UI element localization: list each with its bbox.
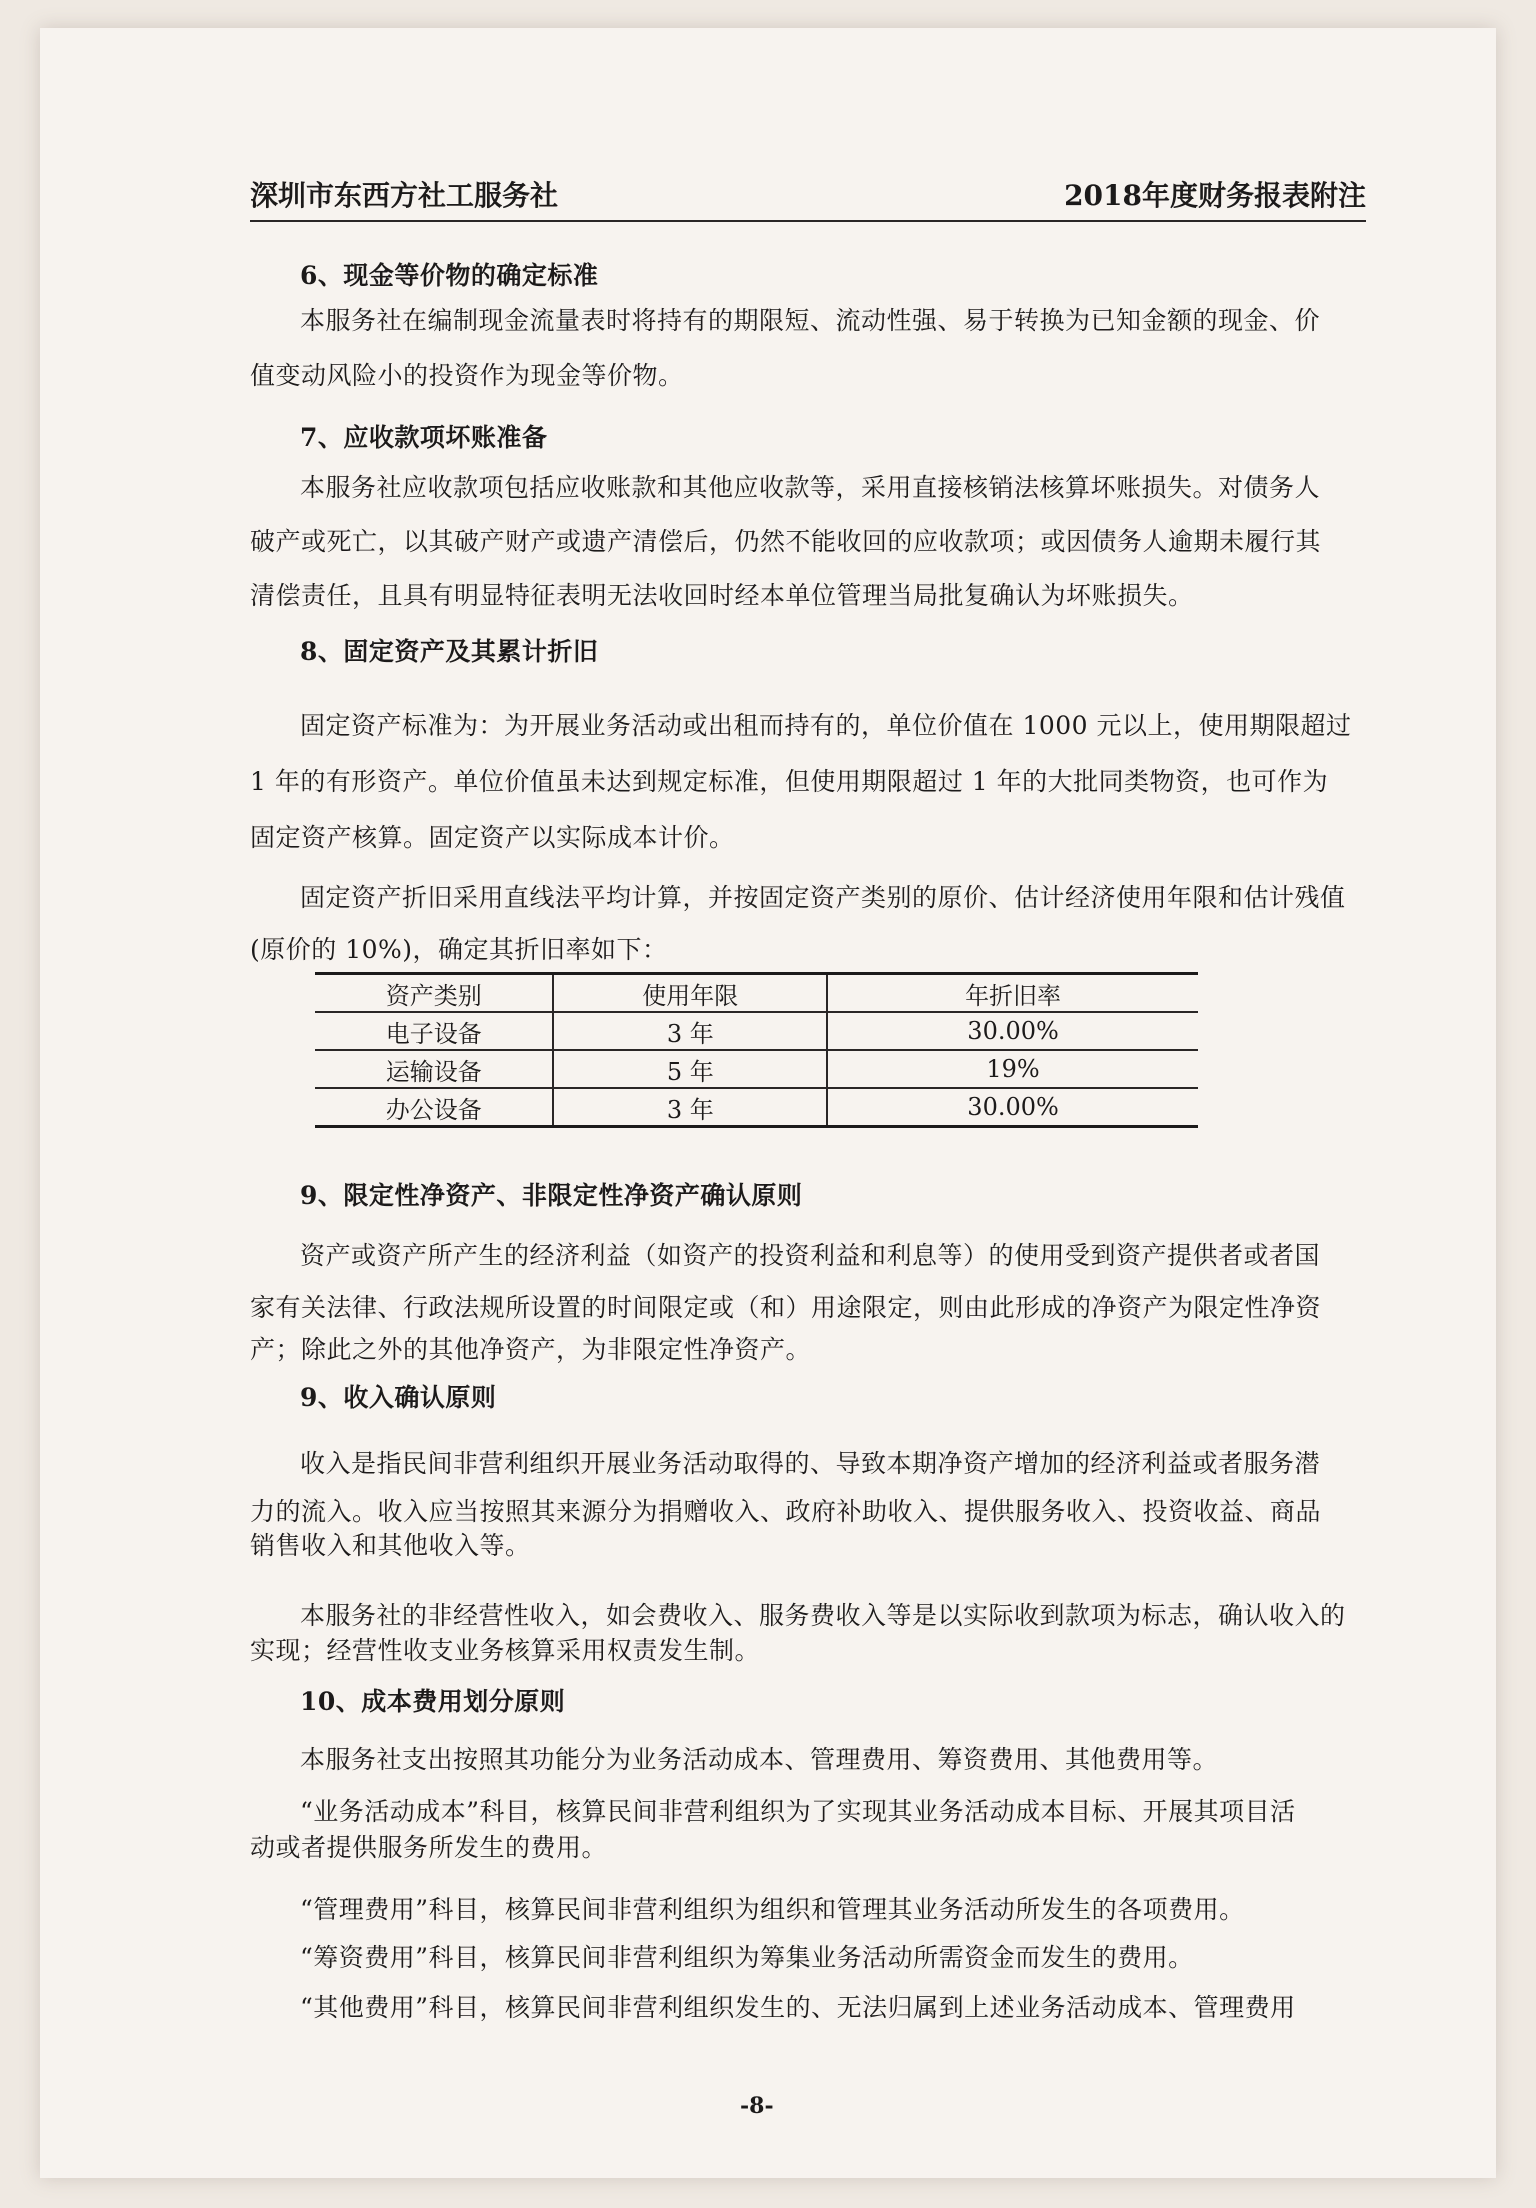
- table-cell: 5 年: [553, 1050, 827, 1088]
- paragraph-line: “业务活动成本”科目，核算民间非营利组织为了实现其业务活动成本目标、开展其项目活: [300, 1797, 1296, 1826]
- section-heading: 9、收入确认原则: [300, 1383, 497, 1412]
- document-title: 2018年度财务报表附注: [1064, 179, 1366, 212]
- paragraph-line: 破产或死亡，以其破产财产或遗产清偿后，仍然不能收回的应收款项；或因债务人逾期未履行其: [250, 527, 1322, 556]
- paragraph-line: 力的流入。收入应当按照其来源分为捐赠收入、政府补助收入、提供服务收入、投资收益、商品: [250, 1497, 1322, 1526]
- table-row: [315, 1012, 1198, 1050]
- table-cell: 19%: [827, 1050, 1198, 1088]
- page-header: [250, 180, 1366, 222]
- section-heading: 10、成本费用划分原则: [300, 1687, 566, 1716]
- section-heading: 6、现金等价物的确定标准: [300, 261, 599, 290]
- paragraph-line: 资产或资产所产生的经济利益（如资产的投资利益和利息等）的使用受到资产提供者或者国: [300, 1241, 1321, 1270]
- paragraph-line: 本服务社在编制现金流量表时将持有的期限短、流动性强、易于转换为已知金额的现金、价: [300, 306, 1321, 335]
- paragraph-line: 本服务社支出按照其功能分为业务活动成本、管理费用、筹资费用、其他费用等。: [300, 1745, 1219, 1774]
- column-header: 使用年限: [553, 974, 827, 1013]
- section-heading: 8、固定资产及其累计折旧: [300, 637, 599, 666]
- paragraph-line: (原价的 10%)，确定其折旧率如下：: [250, 935, 668, 964]
- paragraph-line: 产；除此之外的其他净资产，为非限定性净资产。: [250, 1335, 812, 1364]
- section-heading: 7、应收款项坏账准备: [300, 423, 548, 452]
- table-cell: 办公设备: [315, 1088, 553, 1127]
- paragraph-line: 1 年的有形资产。单位价值虽未达到规定标准，但使用期限超过 1 年的大批同类物资，也可作为: [250, 767, 1329, 796]
- paragraph-line: 收入是指民间非营利组织开展业务活动取得的、导致本期净资产增加的经济利益或者服务潜: [300, 1449, 1321, 1478]
- table-cell: 30.00%: [827, 1012, 1198, 1050]
- table-row: [315, 1088, 1198, 1127]
- table-cell: 30.00%: [967, 1093, 1059, 1121]
- column-header: 年折旧率: [827, 974, 1198, 1013]
- paragraph-line: 家有关法律、行政法规所设置的时间限定或（和）用途限定，则由此形成的净资产为限定性净资: [250, 1293, 1322, 1322]
- paragraph-line: “管理费用”科目，核算民间非营利组织为组织和管理其业务活动所发生的各项费用。: [300, 1895, 1245, 1924]
- table-cell: 运输设备: [315, 1050, 553, 1088]
- table-header-row: [315, 974, 1198, 1013]
- paragraph-line: 固定资产标准为：为开展业务活动或出租而持有的，单位价值在 1000 元以上，使用期限超过: [300, 711, 1352, 740]
- paragraph-line: 本服务社应收款项包括应收账款和其他应收款等，采用直接核销法核算坏账损失。对债务人: [300, 473, 1321, 502]
- paragraph-line: 固定资产折旧采用直线法平均计算，并按固定资产类别的原价、估计经济使用年限和估计残值: [300, 883, 1346, 912]
- table-row: [315, 1050, 1198, 1088]
- paragraph-line: 实现；经营性收支业务核算采用权责发生制。: [250, 1636, 761, 1665]
- paragraph-line: 本服务社的非经营性收入，如会费收入、服务费收入等是以实际收到款项为标志，确认收入的: [300, 1601, 1346, 1630]
- paragraph-line: “其他费用”科目，核算民间非营利组织发生的、无法归属到上述业务活动成本、管理费用: [300, 1993, 1296, 2022]
- paragraph-line: 动或者提供服务所发生的费用。: [250, 1833, 608, 1862]
- depreciation-table: [315, 972, 1198, 1128]
- paragraph-line: 值变动风险小的投资作为现金等价物。: [250, 361, 684, 390]
- paragraph-line: 清偿责任，且具有明显特征表明无法收回时经本单位管理当局批复确认为坏账损失。: [250, 581, 1194, 610]
- paragraph-line: 固定资产核算。固定资产以实际成本计价。: [250, 823, 735, 852]
- table-cell: 3 年: [553, 1012, 827, 1050]
- table-cell: 电子设备: [315, 1012, 553, 1050]
- paragraph-line: “筹资费用”科目，核算民间非营利组织为筹集业务活动所需资金而发生的费用。: [300, 1943, 1194, 1972]
- paragraph-line: 销售收入和其他收入等。: [250, 1531, 531, 1560]
- organization-name: 深圳市东西方社工服务社: [250, 179, 559, 212]
- section-heading: 9、限定性净资产、非限定性净资产确认原则: [300, 1181, 803, 1210]
- column-header: 资产类别: [315, 974, 553, 1013]
- page-number: -8-: [740, 2093, 774, 2119]
- table-cell: 3 年: [553, 1088, 827, 1127]
